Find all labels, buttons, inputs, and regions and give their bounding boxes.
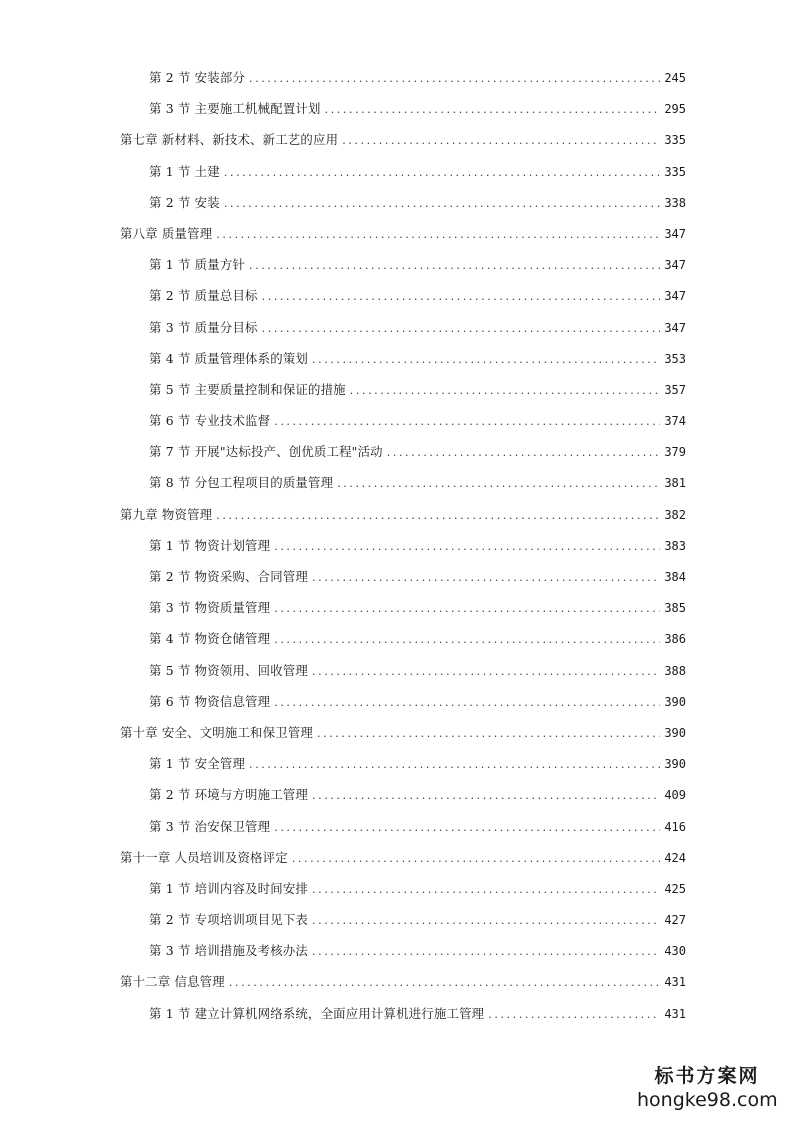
toc-entry-title: 第 2 节 物资采购、合同管理 (149, 569, 308, 584)
dot-leader (325, 94, 661, 125)
toc-entry-title: 第 7 节 开展"达标投产、创优质工程"活动 (149, 444, 383, 460)
toc-entry-title: 第 2 节 环境与方明施工管理 (149, 787, 308, 803)
dot-leader (224, 188, 660, 219)
toc-entry-title: 第八章 质量管理 (120, 225, 213, 241)
toc-page-number: 381 (664, 476, 686, 491)
toc-section-entry[interactable] (120, 187, 686, 218)
toc-page-number: 338 (664, 195, 686, 210)
toc-page-number: 427 (664, 913, 686, 928)
dot-leader (274, 406, 660, 437)
toc-page-number: 379 (664, 445, 686, 460)
toc-section-entry[interactable] (120, 530, 686, 561)
dot-leader (312, 874, 660, 905)
toc-chapter-entry[interactable] (120, 717, 686, 748)
toc-entry-title: 第 1 节 质量方针 (149, 257, 246, 273)
dot-leader (387, 437, 661, 468)
toc-section-entry[interactable] (120, 436, 686, 467)
toc-section-entry[interactable] (120, 779, 686, 810)
toc-page-number: 353 (664, 351, 686, 366)
dot-leader (249, 250, 660, 281)
toc-page-number: 385 (664, 601, 686, 616)
toc-page-number: 431 (664, 975, 686, 990)
toc-page-number: 430 (664, 944, 686, 959)
toc-section-entry[interactable] (120, 998, 686, 1029)
toc-section-entry[interactable] (120, 374, 686, 405)
toc-entry-title: 第 3 节 主要施工机械配置计划 (149, 101, 321, 117)
toc-section-entry[interactable] (120, 249, 686, 280)
dot-leader (274, 812, 660, 843)
toc-entry-title: 第 4 节 质量管理体系的策划 (149, 350, 308, 366)
dot-leader (337, 468, 660, 499)
dot-leader (274, 624, 660, 655)
dot-leader (249, 63, 660, 94)
toc-entry-title: 第 8 节 分包工程项目的质量管理 (149, 475, 334, 491)
toc-entry-title: 第十章 安全、文明施工和保卫管理 (120, 724, 313, 740)
toc-page-number: 295 (664, 102, 686, 117)
table-of-contents (120, 62, 686, 1029)
dot-leader (216, 219, 660, 250)
toc-page-number: 335 (664, 164, 686, 179)
dot-leader (216, 500, 660, 531)
toc-section-entry[interactable] (120, 561, 686, 592)
toc-entry-title: 第 6 节 物资信息管理 (149, 693, 271, 709)
toc-section-entry[interactable] (120, 904, 686, 935)
toc-entry-title: 第 1 节 土建 (149, 163, 220, 179)
toc-page-number: 390 (664, 757, 686, 772)
dot-leader (317, 718, 660, 749)
toc-entry-title: 第 2 节 安装 (149, 194, 220, 210)
toc-page-number: 409 (664, 788, 686, 803)
toc-chapter-entry[interactable] (120, 842, 686, 873)
toc-entry-title: 第 6 节 专业技术监督 (149, 413, 271, 429)
toc-entry-title: 第 2 节 专项培训项目见下表 (149, 912, 308, 928)
toc-page-number: 347 (664, 226, 686, 241)
toc-page-number: 335 (664, 133, 686, 148)
toc-section-entry[interactable] (120, 312, 686, 343)
toc-entry-title: 第十二章 信息管理 (120, 974, 225, 990)
toc-section-entry[interactable] (120, 811, 686, 842)
toc-section-entry[interactable] (120, 935, 686, 966)
dot-leader (229, 967, 660, 998)
watermark-logo (637, 1064, 777, 1112)
toc-page-number: 347 (664, 258, 686, 273)
toc-section-entry[interactable] (120, 655, 686, 686)
toc-chapter-entry[interactable] (120, 966, 686, 997)
toc-entry-title: 第 3 节 质量分目标 (149, 319, 258, 335)
dot-leader (262, 313, 661, 344)
toc-entry-title: 第九章 物资管理 (120, 506, 213, 522)
toc-page-number: 390 (664, 725, 686, 740)
toc-section-entry[interactable] (120, 748, 686, 779)
dot-leader (312, 562, 660, 593)
toc-chapter-entry[interactable] (120, 218, 686, 249)
toc-section-entry[interactable] (120, 467, 686, 498)
toc-chapter-entry[interactable] (120, 499, 686, 530)
toc-entry-title: 第 1 节 建立计算机网络系统，全面应用计算机进行施工管理 (149, 1005, 485, 1021)
toc-page-number: 390 (664, 694, 686, 709)
toc-page-number: 384 (664, 570, 686, 584)
toc-page-number: 425 (664, 881, 686, 896)
dot-leader (274, 593, 660, 624)
toc-entry-title: 第 4 节 物资仓储管理 (149, 631, 271, 647)
dot-leader (312, 344, 660, 375)
toc-entry-title: 第 1 节 物资计划管理 (149, 537, 271, 553)
toc-page-number: 431 (664, 1006, 686, 1021)
toc-page-number: 416 (664, 819, 686, 834)
toc-section-entry[interactable] (120, 62, 686, 93)
toc-page-number: 383 (664, 538, 686, 553)
dot-leader (312, 936, 660, 967)
toc-page-number: 388 (664, 663, 686, 678)
toc-section-entry[interactable] (120, 93, 686, 124)
toc-section-entry[interactable] (120, 592, 686, 623)
toc-section-entry[interactable] (120, 405, 686, 436)
toc-entry-title: 第 3 节 治安保卫管理 (149, 818, 271, 834)
toc-entry-title: 第 5 节 物资领用、回收管理 (149, 662, 308, 678)
toc-section-entry[interactable] (120, 156, 686, 187)
toc-section-entry[interactable] (120, 873, 686, 904)
toc-entry-title: 第 2 节 质量总目标 (149, 288, 258, 304)
toc-chapter-entry[interactable] (120, 124, 686, 155)
dot-leader (312, 905, 660, 936)
toc-page-number: 424 (664, 850, 686, 865)
toc-page-number: 357 (664, 382, 686, 397)
toc-section-entry[interactable] (120, 343, 686, 374)
toc-entry-title: 第 5 节 主要质量控制和保证的措施 (149, 381, 346, 397)
toc-page-number: 374 (664, 414, 686, 429)
dot-leader (249, 749, 660, 780)
toc-page-number: 347 (664, 320, 686, 335)
dot-leader (224, 157, 660, 188)
toc-entry-title: 第 3 节 培训措施及考核办法 (149, 943, 308, 959)
dot-leader (312, 780, 660, 811)
toc-section-entry[interactable] (120, 686, 686, 717)
toc-section-entry[interactable] (120, 623, 686, 654)
watermark-name: 标书方案网 (654, 1065, 760, 1087)
dot-leader (274, 531, 660, 562)
toc-page-number: 347 (664, 289, 686, 304)
dot-leader (292, 843, 660, 874)
dot-leader (488, 999, 660, 1030)
toc-entry-title: 第 3 节 物资质量管理 (149, 600, 271, 616)
toc-entry-title: 第 2 节 安装部分 (149, 70, 246, 85)
dot-leader (274, 687, 660, 718)
dot-leader (350, 375, 661, 406)
watermark-url: hongke98.com (637, 1089, 778, 1111)
toc-section-entry[interactable] (120, 280, 686, 311)
toc-page-number: 245 (664, 71, 686, 85)
toc-entry-title: 第十一章 人员培训及资格评定 (120, 849, 288, 865)
dot-leader (312, 656, 660, 687)
dot-leader (342, 125, 660, 156)
toc-page-number: 382 (664, 507, 686, 522)
dot-leader (262, 281, 661, 312)
toc-page-number: 386 (664, 632, 686, 647)
toc-entry-title: 第七章 新材料、新技术、新工艺的应用 (120, 132, 339, 148)
toc-entry-title: 第 1 节 培训内容及时间安排 (149, 880, 308, 896)
toc-entry-title: 第 1 节 安全管理 (149, 756, 246, 772)
